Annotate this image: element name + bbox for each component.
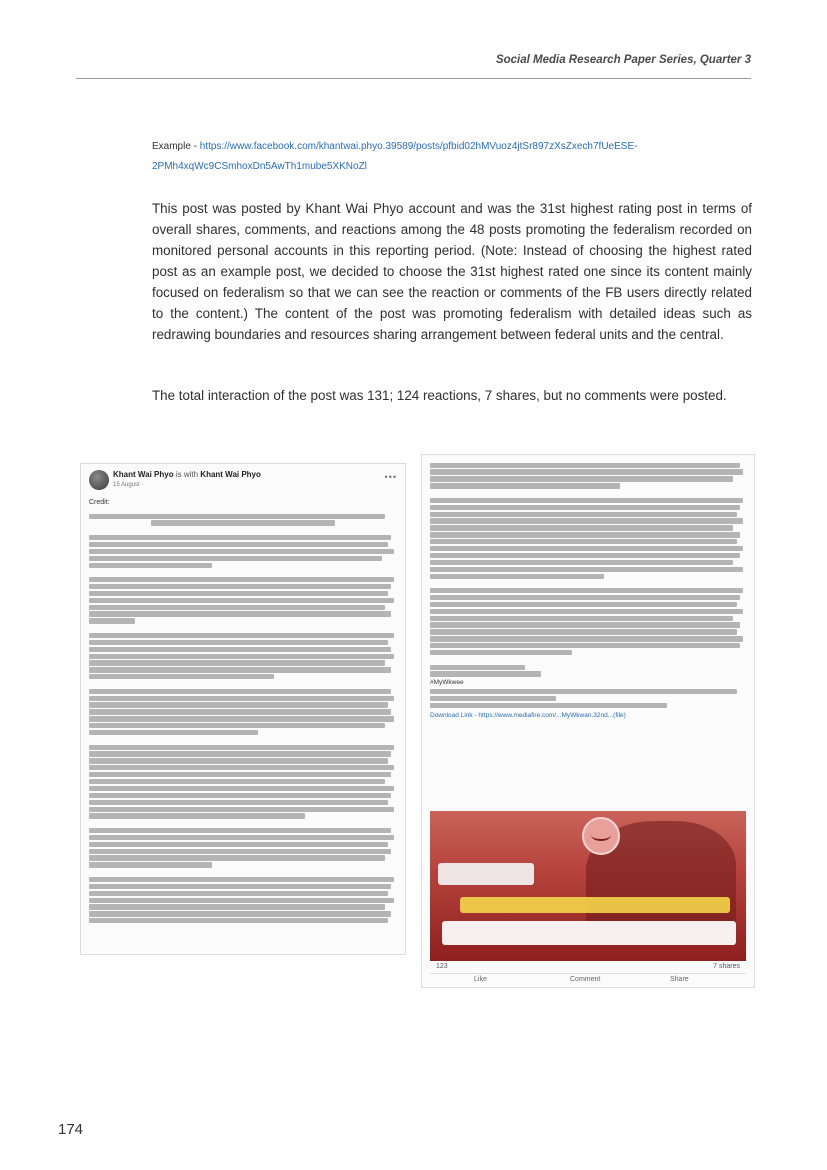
- download-link-line[interactable]: [422, 710, 754, 721]
- avatar: [89, 470, 109, 490]
- download-url[interactable]: https://www.mediafire.com/...MyWkwan.32nd...(file): [478, 711, 626, 719]
- example-link[interactable]: https://www.facebook.com/khantwai.phyo.39589/posts/pfbid02hMVuoz4jtSr897zXsZxech7fUeESE-2PMh4xqWc9CSmhoxDn5AwTh1mube5XKNoZl: [152, 141, 638, 172]
- page-header-series-title: Social Media Research Paper Series, Quarter 3: [495, 54, 751, 66]
- credit-label: Credit:: [89, 499, 110, 506]
- reaction-count[interactable]: 123: [436, 963, 448, 970]
- paragraph-description: This post was posted by Khant Wai Phyo account and was the 31st highest rating post in terms of overall shares, comments, and reactions among the 48 posts promoting the federalism recorded on monitored personal accounts in this reporting period. (Note: Instead of choosing the highest rated post as an example post, we decided to choose the 31st highest rated one since its content mainly focused on federalism so that we can see the reaction or comments of the FB users directly related to the content.) The content of the post was promoting federalism with detailed ideas such as redrawing boundaries and resources sharing arrangement between federal units and the central.: [152, 201, 752, 342]
- share-count[interactable]: 7 shares: [713, 963, 740, 970]
- post-author: Khant Wai Phyo: [113, 470, 174, 479]
- example-label: Example -: [152, 141, 200, 152]
- banner-logo-icon: [582, 817, 620, 855]
- post-footnote-text: [422, 689, 754, 708]
- post-banner-image: [430, 811, 746, 961]
- facebook-post-continuation-screenshot: [421, 454, 755, 988]
- comment-button[interactable]: Comment: [570, 976, 601, 983]
- like-button[interactable]: Like: [474, 976, 487, 983]
- more-options-icon: •••: [384, 472, 397, 482]
- banner-title-text: [438, 863, 534, 885]
- banner-headline-text: [442, 921, 736, 945]
- reaction-divider: [430, 973, 746, 974]
- page-number: 174: [58, 1121, 84, 1138]
- facebook-post-screenshot: [80, 463, 406, 955]
- post-continuation-text: [422, 455, 754, 677]
- post-body-text: [81, 508, 405, 923]
- post-header: [81, 464, 405, 498]
- post-timestamp: 15 August ·: [113, 482, 144, 488]
- header-divider: [76, 78, 751, 79]
- banner-subtitle-text: [460, 897, 730, 913]
- share-button[interactable]: Share: [670, 976, 689, 983]
- post-tagged-user: Khant Wai Phyo: [200, 470, 261, 479]
- reaction-bar: [430, 961, 746, 987]
- post-with-text: is with: [175, 470, 199, 479]
- post-hashtag[interactable]: #MyWkwee: [430, 679, 464, 687]
- post-credit-line: [81, 498, 405, 508]
- post-author-line: [113, 470, 261, 479]
- download-label: Download Link -: [430, 711, 477, 719]
- example-reference: [152, 137, 752, 177]
- paragraph-interaction-summary: The total interaction of the post was 131; 124 reactions, 7 shares, but no comments were posted.: [152, 388, 727, 403]
